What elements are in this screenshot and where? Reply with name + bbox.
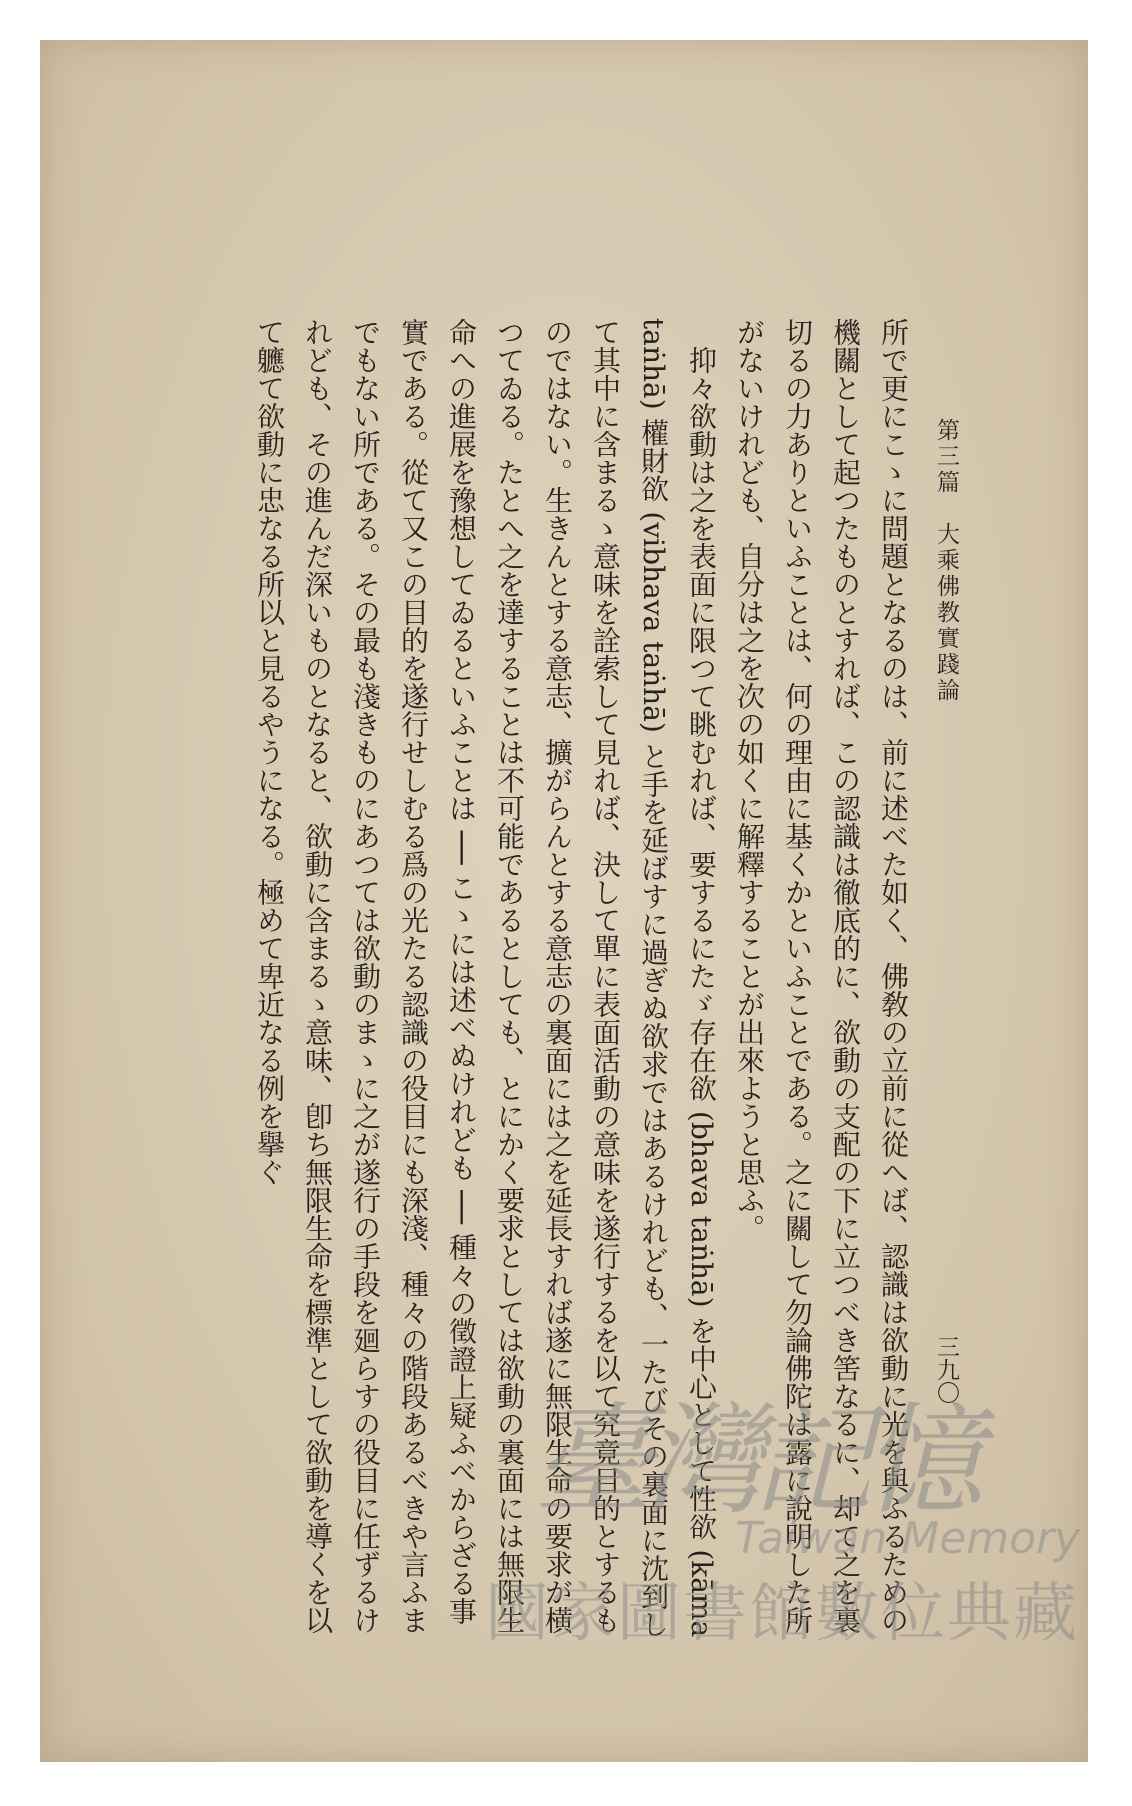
paragraph: 所で更にこゝに問題となるのは、前に述べた如く、佛敎の立前に從へば、認識は欲動に光を與ふるための機關として起つたものとすれば、この認識は徹底的に、欲動の支配の下に立つべき筈なるに、却て之を裏切るの力ありといふことは、何の理由に基くかといふことである。之に關して勿論佛陀は露に說明した所がないけれども、自分は之を次の如くに解釋することが出來ようと思ふ。: [733, 318, 910, 1634]
page-number: 三九〇: [933, 1335, 959, 1404]
running-header-title: 第三篇 大乘佛教實踐論: [933, 418, 959, 704]
body-text: [117, 318, 917, 1648]
paragraph: 抑々欲動は之を表面に限つて眺むれば、要するにたゞ存在欲 (bhava taṅhā) を中心として性欲 (kāma taṅhā) 權財欲 (vibhava taṅhā) と手を延ばすに過ぎぬ欲求ではあるけれども、一たびその裏面に沈到して其中に含まるゝ意味を詮索して見れば、決して單に表面活動の意味を遂行するを以て究竟目的とするものではない。生きんとする意志、擴がらんとする意志の裏面には之を延長すれば遂に無限生命の要求が横つてゐる。たとへ之を達することは不可能であるとしても、とにかく要求としては欲動の裏面には無限生命への進展を豫想してゐるといふことは ── こゝには述べぬけれども ── 種々の徵證上疑ふべからざる事實である。從て又この目的を遂行せしむる爲の光たる認識の役目にも深淺、種々の階段あるべきや言ふまでもない所である。その最も淺きものにあつては欲動のまゝに之が遂行の手段を廻らすの役目に任ずるけれども、その進んだ深いものとなると、欲動に含まるゝ意味、卽ち無限生命を標準として欲動を導くを以て軈て欲動に忠なる所以と見るやうになる。極めて卑近なる例を擧ぐ: [253, 318, 718, 1638]
watermark-logo-text: 臺灣記憶: [533, 1392, 973, 1531]
watermark-chinese: 國家圖書館數位典藏: [485, 1577, 1079, 1651]
watermark-english: Taiwan Memory: [735, 1513, 1081, 1564]
